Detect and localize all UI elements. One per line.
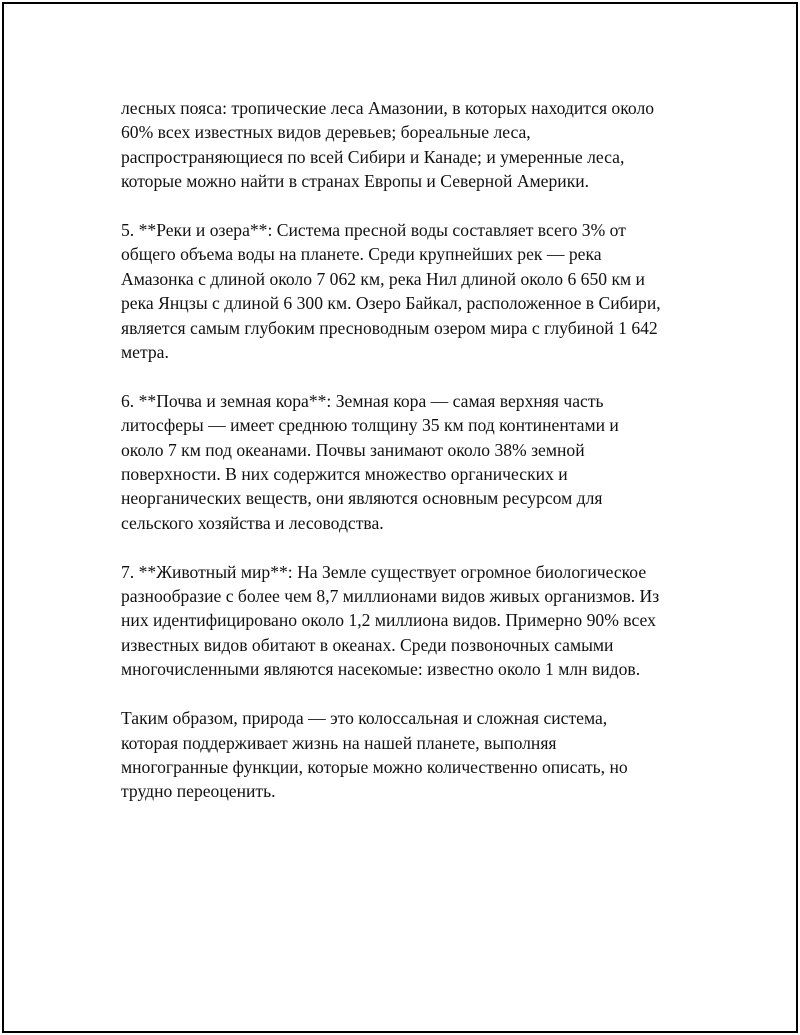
paragraph-animal-world [121,560,701,682]
text-line: является самым глубоким пресноводным озером мира с глубиной 1 642 [121,317,658,338]
text-line: общего объема воды на планете. Среди крупнейших рек — река [121,244,602,265]
text-line: неорганических веществ, они являются основным ресурсом для [121,488,603,509]
document-body [121,96,701,828]
paragraph-soil-crust [121,389,701,535]
text-line: метра. [121,342,169,363]
text-line: 7. **Животный мир**: На Земле существует огромное биологическое [121,561,647,582]
text-line: которые можно найти в странах Европы и Северной Америки. [121,171,590,192]
text-line: лесных пояса: тропические леса Амазонии, в которых находится около [121,98,655,118]
text-line: Таким образом, природа — это колоссальная и сложная система, [121,708,608,729]
text-line: литосферы — имеет среднюю толщину 35 км под континентами и [121,415,619,436]
document-page [2,2,798,1033]
text-line: распространяющиеся по всей Сибири и Канаде; и умеренные леса, [121,146,625,167]
text-line: разнообразие с более чем 8,7 миллионами видов живых организмов. Из [121,586,660,607]
text-line: трудно переоценить. [121,781,276,802]
paragraph-conclusion [121,706,701,804]
text-line: 5. **Реки и озера**: Система пресной воды составляет всего 3% от [121,220,626,241]
text-line: около 7 км под океанами. Почвы занимают около 38% земной [121,439,585,460]
text-line: Амазонка с длиной около 7 062 км, река Нил длиной около 6 650 км и [121,268,645,289]
text-line: них идентифицировано около 1,2 миллиона видов. Примерно 90% всех [121,610,656,631]
text-line: многочисленными являются насекомые: известно около 1 млн видов. [121,659,641,680]
text-line: известных видов обитают в океанах. Среди позвоночных самыми [121,634,614,655]
text-line: 60% всех известных видов деревьев; бореальные леса, [121,122,531,143]
text-line: река Янцзы с длиной 6 300 км. Озеро Байкал, расположенное в Сибири, [121,293,661,314]
text-line: 6. **Почва и земная кора**: Земная кора — самая верхняя часть [121,390,604,411]
paragraph-forests-continued [121,96,701,194]
text-line: многогранные функции, которые можно количественно описать, но [121,756,628,777]
text-line: поверхности. В них содержится множество органических и [121,464,568,485]
text-line: которая поддерживает жизнь на нашей планете, выполняя [121,732,557,753]
text-line: сельского хозяйства и лесоводства. [121,512,384,533]
paragraph-rivers-lakes [121,218,701,364]
